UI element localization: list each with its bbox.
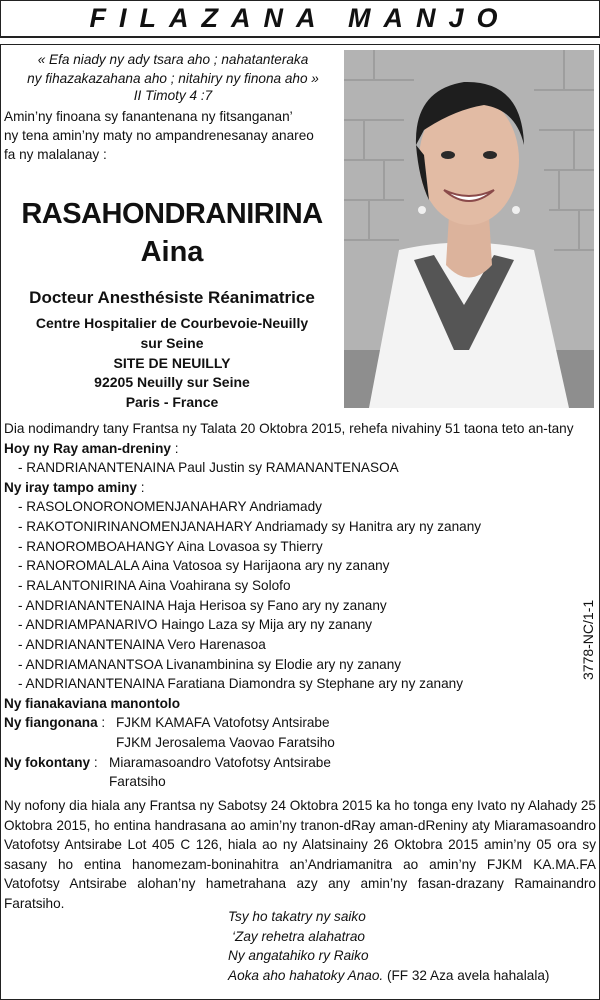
bible-reference: II Timoty 4 :7 (133, 88, 213, 103)
extended-family: Ny fianakaviana manontolo (4, 696, 181, 711)
address-line: Paris - France (125, 394, 219, 411)
church-row (4, 715, 105, 730)
community-line-2: Faratsiho (109, 774, 166, 789)
church-colon: : (97, 715, 106, 730)
siblings-heading (4, 480, 145, 495)
sibling-entry: - ANDRIANANTENAINA Vero Harenasoa (18, 637, 266, 652)
deceased-profession: Docteur Anesthésiste Réanimatrice (29, 288, 315, 307)
community-colon: : (90, 755, 98, 770)
portrait-photo (344, 50, 594, 408)
parent-entry: - RANDRIANANTENAINA Paul Justin sy RAMANANTENASOA (18, 460, 399, 475)
community-line-1: Miaramasoandro Vatofotsy Antsirabe (109, 755, 331, 770)
notice-title: FILAZANA MANJO (89, 3, 511, 33)
portrait-illustration (344, 50, 594, 408)
hymn-line-4 (228, 966, 549, 986)
hymn-line-3: Ny angatahiko ry Raiko (228, 948, 369, 964)
sibling-entry: - RANOROMBOAHANGY Aina Lovasoa sy Thierry (18, 539, 323, 554)
notice-header (0, 0, 600, 38)
sibling-entry: - RANOROMALALA Aina Vatosoa sy Harijaona ary ny zanany (18, 558, 390, 573)
sibling-entry: - ANDRIAMPANARIVO Haingo Laza sy Mija ary ny zanany (18, 617, 373, 632)
hymn-line-1: Tsy ho takatry ny saiko (228, 909, 366, 924)
intro-text (4, 107, 342, 164)
sibling-entry: - RASOLONORONOMENJANAHARY Andriamady (18, 499, 322, 514)
death-notice: Dia nodimandry tany Frantsa ny Talata 20 Oktobra 2015, rehefa nivahiny 51 taona teto an-tany (4, 421, 574, 436)
siblings-colon: : (136, 480, 145, 495)
ad-reference-code: 3778-NC/1-1 (580, 599, 596, 680)
address-line: sur Seine (140, 334, 204, 351)
hymn-citation: (FF 32 Aza avela hahalala) (383, 967, 550, 983)
community-label: Ny fokontany (4, 755, 91, 770)
hymn-line-2: ‘Zay rehetra alahatrao (232, 928, 365, 944)
parents-label: Hoy ny Ray aman-dreniny (4, 441, 171, 456)
quote-line-1: « Efa niady ny ady tsara aho ; nahatanteraka (37, 52, 309, 67)
intro-line-2: ny tena amin’ny maty no ampandrenesanay anareo (4, 128, 314, 143)
workplace-address (0, 314, 344, 413)
church-line-2: FJKM Jerosalema Vaovao Faratsiho (116, 735, 335, 750)
intro-line-1: Amin’ny finoana sy fanantenana ny fitsanganan’ (4, 109, 293, 124)
funeral-arrangements: Ny nofony dia hiala any Frantsa ny Sabotsy 24 Oktobra 2015 ka ho tonga eny Ivato ny Alahady 25 Oktobra 2015, ho entina handrasana ao amin’ny tranon-dRay aman-dReniny aty Miaramasoandro Vatofotsy Antsirabe Lot 405 C 126, hiala ao ny Alatsinainy 26 Oktobra 2015 amin’ny 05 ora sy sasany ho entina hanomezam-boninahitra an’Andriamanitra ao amin’ny FJKM KA.MA.FA Vatofotsy Antsirabe alohan’ny hametrahana azy any amin’ny fasan-drazany Ramainandro Faratsiho. (4, 798, 596, 911)
address-line: 92205 Neuilly sur Seine (94, 374, 250, 391)
church-line-1: FJKM KAMAFA Vatofotsy Antsirabe (116, 715, 330, 730)
quote-line-2: ny fihazakazahana aho ; nitahiry ny finona aho » (27, 71, 319, 86)
closing-hymn (228, 907, 549, 985)
parents-heading (4, 441, 179, 456)
address-line: SITE DE NEUILLY (113, 354, 231, 371)
sibling-entry: - ANDRIANANTENAINA Haja Herisoa sy Fano ary ny zanany (18, 598, 387, 613)
deceased-first-name: Aina (140, 236, 204, 268)
intro-line-3: fa ny malalanay : (4, 147, 107, 162)
sibling-entry: - ANDRIANANTENAINA Faratiana Diamondra sy Stephane ary ny zanany (18, 676, 464, 691)
sibling-entry: - ANDRIAMANANTSOA Livanambinina sy Elodie ary ny zanany (18, 657, 402, 672)
bible-quote (4, 50, 342, 88)
siblings-label: Ny iray tampo aminy (4, 480, 137, 495)
community-row (4, 755, 98, 770)
church-label: Ny fiangonana (4, 715, 98, 730)
parents-colon: : (170, 441, 179, 456)
hymn-line-4-text: Aoka aho hahatoky Anao. (228, 967, 384, 983)
address-line: Centre Hospitalier de Courbevoie-Neuilly (35, 315, 309, 331)
deceased-surname: RASAHONDRANIRINA (21, 198, 323, 230)
sibling-entry: - RAKOTONIRINANOMENJANAHARY Andriamady sy Hanitra ary ny zanany (18, 519, 482, 534)
sibling-entry: - RALANTONIRINA Aina Voahirana sy Solofo (18, 578, 291, 593)
